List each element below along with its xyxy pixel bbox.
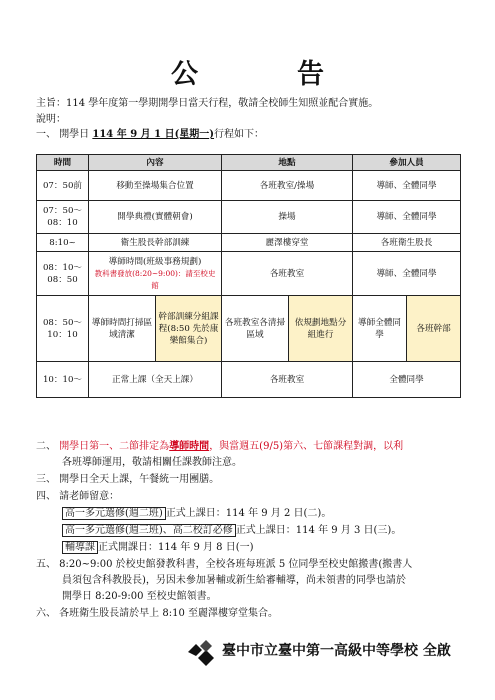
cell-time: 07：50～08：10 (37, 201, 89, 234)
schedule-table (36, 154, 461, 398)
item-2-number: 二、 (36, 441, 56, 452)
cell-time: 08：10～08：50 (37, 252, 89, 296)
item-2-text-a: 開學日第一、二節排定為 (59, 441, 170, 452)
item-6: 六、 各班衛生股長請於早上 8:10 至麗澤樓穿堂集合。 (36, 608, 278, 619)
cell-place: 各班教室/操場 (222, 171, 353, 201)
content-main: 導師時間(班級事務規劃) (108, 256, 202, 267)
table-row (37, 362, 461, 398)
subject-line: 主旨：114 學年度第一學期開學日當天行程，敬請全校師生知照並配合實施。 (36, 98, 379, 109)
item-5-line-1: 五、 8:20~9:00 於校史館發教科書，全校各班每班派 5 位同學至校史館搬書(搬書人 (36, 559, 413, 570)
item-3: 三、 開學日全天上課，午餐統一用團膳。 (36, 474, 220, 485)
item-4-1 (62, 507, 331, 520)
cell-time: 10：10～ (37, 362, 89, 398)
cell-content-a: 導師時間打掃區域清潔 (89, 296, 156, 362)
item-1-date: 114 年 9 月 1 日(星期一) (92, 129, 215, 140)
table-row (37, 234, 461, 252)
cell-place: 操場 (222, 201, 353, 234)
cell-place: 麗澤樓穿堂 (222, 234, 353, 252)
cell-content: 移動至操場集合位置 (89, 171, 222, 201)
cell-content: 衛生股長幹部訓練 (89, 234, 222, 252)
item-4: 四、 請老師留意： (36, 491, 120, 502)
cell-content: 正常上課（全天上課） (89, 362, 222, 398)
item-1-number: 一、 (36, 129, 56, 140)
page-title: 公 告 (171, 59, 360, 90)
content-note: 教科書發放(8:20~9:00)：請至校史館 (94, 268, 216, 290)
cell-people-b: 各班幹部 (407, 296, 461, 362)
cell-people: 導師、全體同學 (353, 252, 461, 296)
school-signature: 臺中市立臺中第一高級中等學校 全啟 (222, 643, 451, 659)
cell-content (89, 252, 222, 296)
header-people: 參加人員 (353, 155, 461, 171)
cell-content-b: 幹部訓練分組課程(8:50 先於康樂館集合) (156, 296, 222, 362)
item-4-1-rest: 正式上課日：114 年 9 月 2 日(二)。 (165, 508, 332, 519)
item-4-2-rest: 正式上課日：114 年 9 月 3 日(三)。 (235, 525, 402, 536)
item-4-3 (62, 541, 254, 554)
item-2-highlight: 導師時間 (169, 441, 210, 452)
school-logo-icon (186, 638, 216, 666)
cell-people: 導師、全體同學 (353, 201, 461, 234)
table-row (37, 252, 461, 296)
table-row (37, 201, 461, 234)
item-5-line-3: 開學日 8:20-9:00 至校史館領書。 (62, 591, 217, 602)
cell-place-b: 依規劃地點分組進行 (289, 296, 353, 362)
cell-place-a: 各班教室各清掃區域 (222, 296, 289, 362)
cell-time: 07：50前 (37, 171, 89, 201)
table-row (37, 296, 461, 362)
cell-place: 各班教室 (222, 252, 353, 296)
item-1 (36, 128, 264, 141)
explain-label: 說明： (36, 114, 66, 125)
item-2-continued: 各班導師運用，敬請相關任課教師注意。 (62, 457, 242, 468)
item-4-2-box: 高一多元選修(週三班)、高二校訂必修 (62, 524, 236, 537)
cell-people: 導師、全體同學 (353, 171, 461, 201)
item-1-prefix: 開學日 (59, 129, 90, 140)
header-time: 時間 (37, 155, 89, 171)
item-2 (36, 440, 403, 453)
item-4-3-rest: 正式開課日：114 年 9 月 8 日(一) (98, 542, 254, 553)
item-5-line-2: 員須包含科教股長)，另因未參加暑輔或新生給審輔導，尚未領書的同學也請於 (62, 575, 406, 586)
header-place: 地點 (222, 155, 353, 171)
item-2-text-c: ，與當週五(9/5)第六、七節課程對調，以利 (209, 441, 404, 452)
item-1-suffix: 行程如下： (214, 129, 265, 140)
table-header-row (37, 155, 461, 171)
item-4-2 (62, 524, 401, 537)
cell-people: 各班衛生股長 (353, 234, 461, 252)
item-4-3-box: 輔導課 (62, 541, 98, 554)
cell-people-a: 導師全體同學 (353, 296, 407, 362)
table-row (37, 171, 461, 201)
cell-time: 08：50～10：10 (37, 296, 89, 362)
cell-time: 8:10~ (37, 234, 89, 252)
item-4-1-box: 高一多元選修(週二班) (62, 507, 166, 520)
cell-people: 全體同學 (353, 362, 461, 398)
cell-place: 各班教室 (222, 362, 353, 398)
cell-content: 開學典禮(實體朝會) (89, 201, 222, 234)
header-content: 內容 (89, 155, 222, 171)
